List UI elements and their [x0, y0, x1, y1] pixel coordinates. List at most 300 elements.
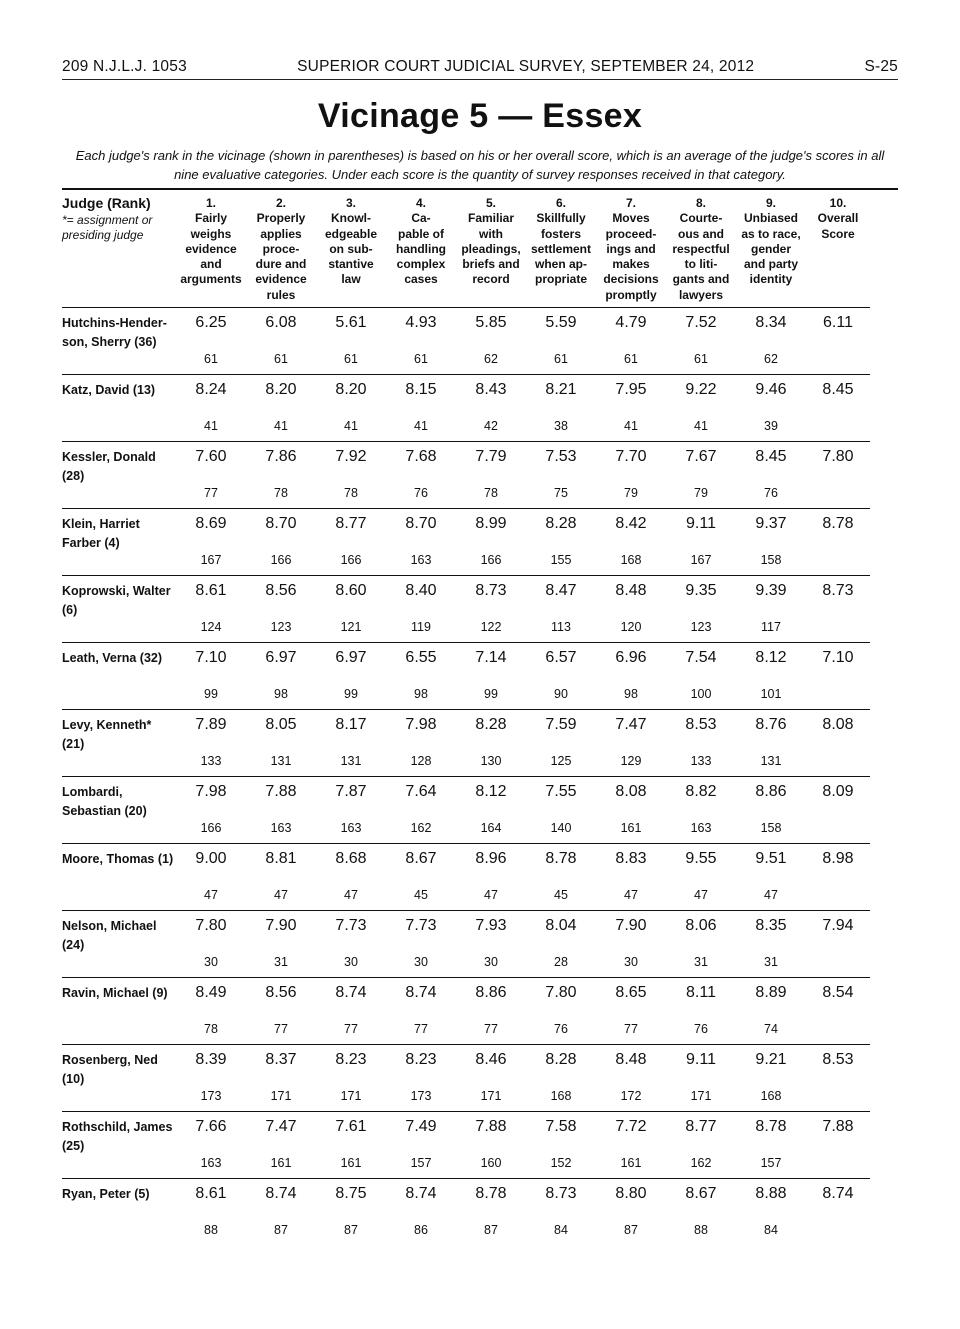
score-cell: 6.97: [335, 649, 367, 667]
response-count-cell: 123: [246, 618, 316, 643]
running-title: SUPERIOR COURT JUDICIAL SURVEY, SEPTEMBER 24, 2012: [297, 58, 755, 75]
score-cell: 8.06: [685, 917, 717, 935]
response-count-cell: [806, 1087, 870, 1112]
score-cell: 7.53: [545, 448, 577, 466]
category-header-7: [596, 190, 666, 308]
score-cell: 8.78: [475, 1185, 507, 1203]
score-cell: 9.35: [685, 582, 717, 600]
score-cell: 7.98: [405, 716, 437, 734]
score-cell: 8.65: [615, 984, 647, 1002]
category-header-8: [666, 190, 736, 308]
score-cell: 4.93: [405, 314, 437, 332]
score-cell: 8.70: [265, 515, 297, 533]
response-count-cell: 47: [666, 886, 736, 911]
response-count-cell: 84: [764, 1223, 778, 1238]
judge-score-row: [62, 1179, 870, 1222]
response-count-cell: 100: [666, 685, 736, 710]
score-cell: 7.73: [335, 917, 367, 935]
score-cell: 7.52: [685, 314, 717, 332]
response-count-cell: 167: [666, 551, 736, 576]
category-header-label: 8. Courte- ous and respectful to liti- gants and lawyers: [672, 196, 730, 302]
score-cell: 7.70: [615, 448, 647, 466]
response-count-cell: 30: [386, 953, 456, 978]
score-cell: 8.61: [195, 582, 227, 600]
score-cell: 7.92: [335, 448, 367, 466]
score-cell: 7.95: [615, 381, 647, 399]
response-count-cell: 90: [526, 685, 596, 710]
category-header-label: 2. Properly applies proce- dure and evidence rules: [255, 196, 307, 302]
response-count-row: [62, 685, 870, 710]
score-cell: 8.70: [405, 515, 437, 533]
response-count-row: [62, 819, 870, 844]
score-cell: 7.10: [822, 649, 854, 667]
response-count-cell: 173: [386, 1087, 456, 1112]
response-count-cell: 161: [316, 1154, 386, 1179]
response-count-cell: 30: [596, 953, 666, 978]
category-header-label: 9. Unbiased as to race, gender and party identity: [741, 196, 801, 287]
judge-score-row: [62, 1045, 870, 1088]
score-cell: 8.74: [405, 1185, 437, 1203]
response-count-cell: 41: [386, 417, 456, 442]
response-count-cell: 113: [526, 618, 596, 643]
judge-score-row: [62, 844, 870, 887]
judge-name: Katz, David (13): [62, 375, 176, 442]
score-cell: 8.42: [615, 515, 647, 533]
response-count-cell: 155: [526, 551, 596, 576]
response-count-cell: 87: [274, 1223, 288, 1238]
response-count-row: [62, 953, 870, 978]
judge-name: Nelson, Michael (24): [62, 911, 176, 978]
page-number: S-25: [864, 58, 898, 75]
score-cell: 7.66: [195, 1118, 227, 1136]
category-header-1: [176, 190, 246, 308]
score-cell: 8.34: [755, 314, 787, 332]
response-count-cell: 166: [176, 819, 246, 844]
response-count-cell: 61: [596, 350, 666, 375]
score-cell: 8.96: [475, 850, 507, 868]
score-cell: 7.88: [475, 1118, 507, 1136]
score-cell: 8.17: [335, 716, 367, 734]
score-cell: 8.54: [822, 984, 854, 1002]
score-cell: 8.23: [405, 1051, 437, 1069]
response-count-cell: 171: [246, 1087, 316, 1112]
score-cell: 8.86: [475, 984, 507, 1002]
response-count-cell: 125: [526, 752, 596, 777]
response-count-cell: 163: [316, 819, 386, 844]
response-count-cell: 31: [736, 953, 806, 978]
response-count-cell: 157: [386, 1154, 456, 1179]
score-cell: 9.11: [686, 1051, 716, 1069]
score-cell: 8.46: [475, 1051, 507, 1069]
response-count-cell: [806, 1154, 870, 1179]
response-count-cell: [806, 618, 870, 643]
score-cell: 8.28: [545, 515, 577, 533]
score-cell: 8.74: [265, 1185, 297, 1203]
score-cell: 5.85: [475, 314, 507, 332]
intro-paragraph: Each judge's rank in the vicinage (shown in parentheses) is based on his or her overall score, which is an average of the judge's scores in all nine evaluative categories. Under each score is the quantity of survey responses received in that category.: [62, 146, 898, 190]
score-cell: 8.53: [822, 1051, 854, 1069]
score-cell: 8.05: [265, 716, 297, 734]
score-cell: 7.89: [195, 716, 227, 734]
response-count-cell: 78: [246, 484, 316, 509]
response-count-cell: 131: [736, 752, 806, 777]
response-count-cell: 99: [316, 685, 386, 710]
score-cell: 8.40: [405, 582, 437, 600]
judge-score-row: [62, 978, 870, 1021]
response-count-cell: 41: [246, 417, 316, 442]
response-count-cell: [806, 350, 870, 375]
score-cell: 8.12: [755, 649, 787, 667]
score-cell: 9.21: [755, 1051, 787, 1069]
response-count-cell: 87: [344, 1223, 358, 1238]
response-count-row: [62, 618, 870, 643]
category-header-label: 5. Familiar with pleadings, briefs and record: [461, 196, 521, 287]
score-cell: 8.35: [755, 917, 787, 935]
score-cell: 8.08: [615, 783, 647, 801]
judge-score-row: [62, 643, 870, 686]
response-count-cell: 31: [246, 953, 316, 978]
response-count-cell: [806, 1020, 870, 1045]
score-cell: 7.93: [475, 917, 507, 935]
table-header-row: [62, 190, 870, 308]
score-cell: 8.73: [475, 582, 507, 600]
response-count-cell: 98: [386, 685, 456, 710]
response-count-cell: 121: [316, 618, 386, 643]
response-count-cell: 173: [176, 1087, 246, 1112]
score-cell: 8.56: [265, 582, 297, 600]
response-count-row: [62, 484, 870, 509]
category-header-5: [456, 190, 526, 308]
response-count-cell: 77: [596, 1020, 666, 1045]
judge-name: Levy, Kenneth* (21): [62, 710, 176, 777]
response-count-cell: 124: [176, 618, 246, 643]
response-count-cell: 99: [456, 685, 526, 710]
judge-name: Koprowski, Walter (6): [62, 576, 176, 643]
response-count-cell: 163: [176, 1154, 246, 1179]
score-cell: 8.48: [615, 582, 647, 600]
score-cell: 8.83: [615, 850, 647, 868]
judge-name: Kessler, Donald (28): [62, 442, 176, 509]
response-count-row: [62, 1020, 870, 1045]
response-count-cell: 168: [736, 1087, 806, 1112]
response-count-cell: 77: [246, 1020, 316, 1045]
score-cell: 8.98: [822, 850, 854, 868]
response-count-cell: 84: [554, 1223, 568, 1238]
response-count-cell: 61: [246, 350, 316, 375]
score-cell: 8.04: [545, 917, 577, 935]
score-cell: 8.67: [685, 1185, 717, 1203]
judge-score-row: [62, 911, 870, 954]
score-cell: 8.23: [335, 1051, 367, 1069]
response-count-row: [62, 1221, 870, 1245]
score-cell: 8.80: [615, 1185, 647, 1203]
response-count-cell: 47: [596, 886, 666, 911]
response-count-cell: 76: [386, 484, 456, 509]
judge-name: Ryan, Peter (5): [62, 1187, 150, 1202]
judge-name: Klein, Harriet Farber (4): [62, 509, 176, 576]
response-count-row: [62, 417, 870, 442]
category-header-6: [526, 190, 596, 308]
response-count-cell: 61: [176, 350, 246, 375]
score-cell: 8.74: [405, 984, 437, 1002]
response-count-cell: 133: [666, 752, 736, 777]
score-cell: 6.08: [265, 314, 297, 332]
judge-score-row: [62, 375, 870, 418]
response-count-cell: 163: [666, 819, 736, 844]
response-count-cell: 128: [386, 752, 456, 777]
score-cell: 7.86: [265, 448, 297, 466]
table-body: [62, 308, 870, 1246]
category-header-label: 10. Overall Score: [817, 196, 859, 241]
score-cell: 8.88: [755, 1185, 787, 1203]
score-cell: 8.75: [335, 1185, 367, 1203]
category-header-9: [736, 190, 806, 308]
response-count-cell: 161: [596, 819, 666, 844]
response-count-cell: [806, 685, 870, 710]
score-cell: 8.67: [405, 850, 437, 868]
judge-name: Lombardi, Sebastian (20): [62, 777, 176, 844]
response-count-cell: [806, 953, 870, 978]
response-count-cell: 117: [736, 618, 806, 643]
score-cell: 8.56: [265, 984, 297, 1002]
judge-score-row: [62, 509, 870, 552]
response-count-cell: 41: [176, 417, 246, 442]
response-count-cell: 62: [456, 350, 526, 375]
score-cell: 8.08: [822, 716, 854, 734]
judge-name: Rosenberg, Ned (10): [62, 1045, 176, 1112]
judge-name: Leath, Verna (32): [62, 643, 176, 710]
response-count-row: [62, 886, 870, 911]
score-cell: 9.46: [755, 381, 787, 399]
score-cell: 7.94: [822, 917, 854, 935]
response-count-cell: 77: [316, 1020, 386, 1045]
response-count-row: [62, 1087, 870, 1112]
score-cell: 7.80: [545, 984, 577, 1002]
response-count-row: [62, 551, 870, 576]
score-cell: 9.11: [686, 515, 716, 533]
score-cell: 8.77: [335, 515, 367, 533]
response-count-cell: 87: [484, 1223, 498, 1238]
score-cell: 9.37: [755, 515, 787, 533]
response-count-cell: 47: [176, 886, 246, 911]
score-cell: 4.79: [615, 314, 647, 332]
score-cell: 8.20: [265, 381, 297, 399]
response-count-cell: 30: [176, 953, 246, 978]
response-count-cell: 61: [666, 350, 736, 375]
score-cell: 8.24: [195, 381, 227, 399]
response-count-cell: 76: [736, 484, 806, 509]
response-count-cell: 30: [316, 953, 386, 978]
response-count-cell: 130: [456, 752, 526, 777]
score-cell: 8.69: [195, 515, 227, 533]
survey-page: [62, 58, 898, 1245]
response-count-row: [62, 350, 870, 375]
response-count-cell: 131: [316, 752, 386, 777]
response-count-cell: 158: [736, 819, 806, 844]
score-cell: 8.39: [195, 1051, 227, 1069]
response-count-cell: 41: [666, 417, 736, 442]
response-count-cell: 47: [456, 886, 526, 911]
score-cell: 7.87: [335, 783, 367, 801]
response-count-cell: 61: [316, 350, 386, 375]
score-cell: 6.57: [545, 649, 577, 667]
score-cell: 8.09: [822, 783, 854, 801]
score-cell: 8.73: [545, 1185, 577, 1203]
response-count-cell: 171: [456, 1087, 526, 1112]
category-header-label: 1. Fairly weighs evidence and arguments: [180, 196, 242, 287]
score-cell: 7.80: [822, 448, 854, 466]
response-count-cell: 129: [596, 752, 666, 777]
response-count-cell: 163: [246, 819, 316, 844]
score-cell: 7.59: [545, 716, 577, 734]
score-cell: 8.37: [265, 1051, 297, 1069]
response-count-cell: 133: [176, 752, 246, 777]
response-count-cell: 31: [666, 953, 736, 978]
response-count-cell: 166: [246, 551, 316, 576]
response-count-cell: 86: [414, 1223, 428, 1238]
category-header-2: [246, 190, 316, 308]
score-cell: 8.28: [545, 1051, 577, 1069]
score-cell: 8.11: [686, 984, 716, 1002]
score-cell: 8.20: [335, 381, 367, 399]
category-header-4: [386, 190, 456, 308]
response-count-cell: 161: [246, 1154, 316, 1179]
response-count-cell: 172: [596, 1087, 666, 1112]
score-cell: 7.47: [615, 716, 647, 734]
response-count-cell: 140: [526, 819, 596, 844]
response-count-cell: 42: [456, 417, 526, 442]
response-count-cell: 166: [456, 551, 526, 576]
judge-column-header: [62, 190, 176, 308]
category-header-label: 4. Ca- pable of handling complex cases: [396, 196, 446, 287]
score-cell: 7.80: [195, 917, 227, 935]
response-count-cell: 75: [526, 484, 596, 509]
category-header-label: 6. Skillfully fosters settlement when ap- propriate: [530, 196, 592, 287]
score-cell: 8.73: [822, 582, 854, 600]
response-count-cell: 131: [246, 752, 316, 777]
response-count-cell: [806, 752, 870, 777]
score-cell: 7.10: [195, 649, 227, 667]
category-header-10: [806, 190, 870, 308]
score-cell: 8.78: [822, 515, 854, 533]
response-count-cell: 167: [176, 551, 246, 576]
response-count-cell: 47: [736, 886, 806, 911]
score-cell: 8.47: [545, 582, 577, 600]
response-count-cell: [806, 551, 870, 576]
response-count-cell: 77: [456, 1020, 526, 1045]
response-count-cell: 168: [526, 1087, 596, 1112]
response-count-cell: 166: [316, 551, 386, 576]
score-cell: 8.76: [755, 716, 787, 734]
score-cell: 7.90: [615, 917, 647, 935]
score-cell: 8.15: [405, 381, 437, 399]
score-cell: 8.78: [755, 1118, 787, 1136]
response-count-cell: 78: [316, 484, 386, 509]
judge-score-table: [62, 190, 870, 1245]
score-cell: 7.68: [405, 448, 437, 466]
citation: 209 N.J.L.J. 1053: [62, 58, 187, 75]
response-count-cell: 77: [176, 484, 246, 509]
score-cell: 7.79: [475, 448, 507, 466]
score-cell: 7.54: [685, 649, 717, 667]
response-count-cell: 87: [624, 1223, 638, 1238]
response-count-cell: 77: [386, 1020, 456, 1045]
score-cell: 8.82: [685, 783, 717, 801]
response-count-cell: 47: [246, 886, 316, 911]
score-cell: 8.77: [685, 1118, 717, 1136]
response-count-cell: [806, 886, 870, 911]
judge-score-row: [62, 576, 870, 619]
response-count-cell: 47: [316, 886, 386, 911]
category-header-label: 3. Knowl- edgeable on sub- stantive law: [324, 196, 378, 287]
score-cell: 8.60: [335, 582, 367, 600]
running-header: [62, 58, 898, 80]
response-count-cell: 39: [736, 417, 806, 442]
response-count-cell: 76: [526, 1020, 596, 1045]
judge-name: Hutchins-Hender-son, Sherry (36): [62, 308, 176, 375]
score-cell: 8.45: [755, 448, 787, 466]
response-count-cell: 158: [736, 551, 806, 576]
score-cell: 7.64: [405, 783, 437, 801]
response-count-cell: 61: [386, 350, 456, 375]
score-cell: 7.61: [335, 1118, 367, 1136]
score-cell: 8.68: [335, 850, 367, 868]
judge-score-row: [62, 710, 870, 753]
response-count-cell: 171: [316, 1087, 386, 1112]
score-cell: 9.51: [755, 850, 787, 868]
response-count-cell: 74: [736, 1020, 806, 1045]
score-cell: 8.12: [475, 783, 507, 801]
response-count-row: [62, 752, 870, 777]
page-title: Vicinage 5 — Essex: [317, 97, 643, 135]
response-count-cell: 161: [596, 1154, 666, 1179]
score-cell: 8.21: [545, 381, 577, 399]
response-count-cell: 168: [596, 551, 666, 576]
response-count-cell: 79: [666, 484, 736, 509]
score-cell: 7.58: [545, 1118, 577, 1136]
judge-score-row: [62, 777, 870, 820]
response-count-cell: [806, 819, 870, 844]
score-cell: 7.47: [265, 1118, 297, 1136]
score-cell: 6.97: [265, 649, 297, 667]
response-count-cell: 79: [596, 484, 666, 509]
response-count-cell: 162: [386, 819, 456, 844]
score-cell: 8.43: [475, 381, 507, 399]
judge-note: *= assignment or presiding judge: [62, 213, 153, 243]
score-cell: 9.55: [685, 850, 717, 868]
score-cell: 5.61: [335, 314, 367, 332]
score-cell: 8.61: [195, 1185, 227, 1203]
response-count-cell: [806, 1221, 870, 1245]
score-cell: 8.53: [685, 716, 717, 734]
response-count-cell: [806, 417, 870, 442]
response-count-cell: 160: [456, 1154, 526, 1179]
judge-score-row: [62, 442, 870, 485]
response-count-cell: 78: [456, 484, 526, 509]
response-count-cell: [806, 484, 870, 509]
response-count-row: [62, 1154, 870, 1179]
score-cell: 8.78: [545, 850, 577, 868]
response-count-cell: 163: [386, 551, 456, 576]
response-count-cell: 38: [526, 417, 596, 442]
score-cell: 6.25: [195, 314, 227, 332]
response-count-cell: 171: [666, 1087, 736, 1112]
score-cell: 8.99: [475, 515, 507, 533]
score-cell: 7.98: [195, 783, 227, 801]
score-cell: 6.11: [823, 314, 853, 332]
response-count-cell: 120: [596, 618, 666, 643]
response-count-cell: 30: [456, 953, 526, 978]
